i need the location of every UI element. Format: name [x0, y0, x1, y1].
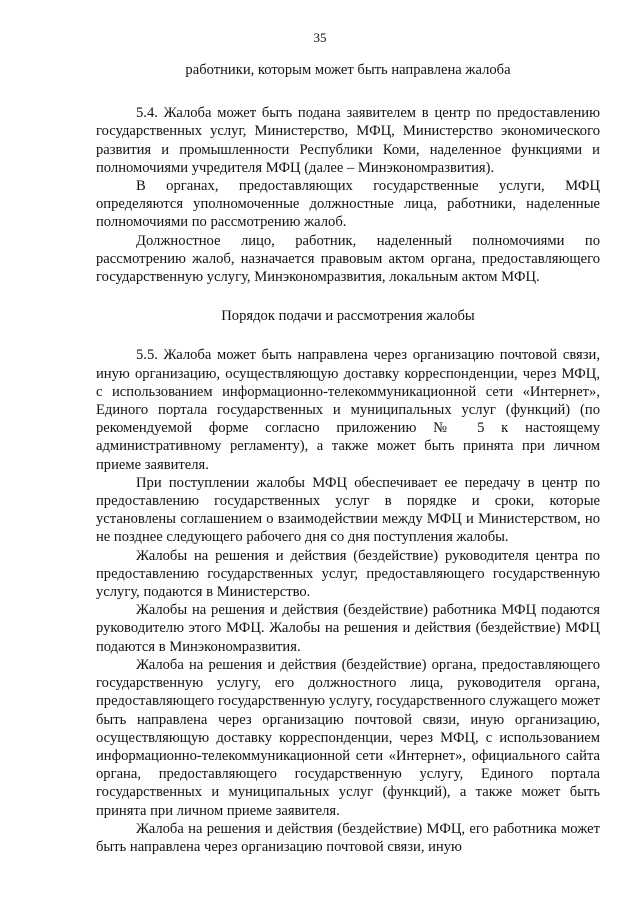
spacer: [96, 286, 600, 307]
paragraph-center-head-complaints: Жалобы на решения и действия (бездействие) руководителя центра по предоставлению государственных услуг, предоставляющего государственную услугу, подаются в Министерство.: [96, 547, 600, 601]
paragraph-authorized-officials: В органах, предоставляющих государственные услуги, МФЦ определяются уполномоченные должностные лица, работники, наделенные полномочиями по рассмотрению жалоб.: [96, 178, 600, 231]
page-number: 35: [313, 30, 327, 45]
paragraph-5-5: 5.5. Жалоба может быть направлена через организацию почтовой связи, иную организацию, осуществляющую доставку корреспонденции, через МФЦ, с использованием информационно-телекоммуникационной сети «Интернет», Единого портала государственных и муниципальных услуг (функций) (по рекомендуемой форме согласно приложению № 5 к настоящему административному регламенту), а также может быть принята при личном приеме заявителя.: [96, 347, 600, 473]
section-heading: Порядок подачи и рассмотрения жалобы: [221, 308, 475, 325]
document-body: [96, 61, 600, 856]
paragraph-official-appointment: Должностное лицо, работник, наделенный полномочиями по рассмотрению жалоб, назначается правовым актом органа, предоставляющего государственную услугу, Минэкономразвития, локальным актом МФЦ.: [96, 232, 600, 286]
paragraph-mfc-worker-complaints: Жалобы на решения и действия (бездействие) работника МФЦ подаются руководителю этого МФЦ. Жалобы на решения и действия (бездействие) МФЦ подаются в Минэкономразвития.: [96, 602, 600, 655]
paragraph-5-4: 5.4. Жалоба может быть подана заявителем в центр по предоставлению государственных услуг, Министерство, МФЦ, Министерство экономического развития и промышленности Республики Коми, наделенное функциями и полномочиями учредителя МФЦ (далее – Минэкономразвития).: [96, 105, 600, 176]
continuation-heading: работники, которым может быть направлена жалоба: [185, 62, 511, 78]
paragraph-authority-complaints: Жалоба на решения и действия (бездействие) органа, предоставляющего государственную услугу, его должностного лица, руководителя органа, предоставляющего государственную услугу, государственного служащего может быть направлена через организацию почтовой связи, иную организацию, осуществляющую доставку корреспонденции, через МФЦ, с использованием информационно-телекоммуникационной сети «Интернет», официального сайта органа, предоставляющего государственную услугу, Единого портала государственных и муниципальных услуг (функций), а также может быть принята при личном приеме заявителя.: [96, 656, 600, 819]
paragraph-mfc-complaints: Жалоба на решения и действия (бездействие) МФЦ, его работника может быть направлена через организацию почтовой связи, иную: [96, 820, 600, 855]
spacer: [96, 79, 600, 104]
paragraph-mfc-transfer: При поступлении жалобы МФЦ обеспечивает ее передачу в центр по предоставлению государственных услуг в порядке и сроки, которые установлены соглашением о взаимодействии между МФЦ и Министерством, но не позднее следующего рабочего дня со дня поступления жалобы.: [96, 474, 600, 546]
spacer: [96, 325, 600, 346]
